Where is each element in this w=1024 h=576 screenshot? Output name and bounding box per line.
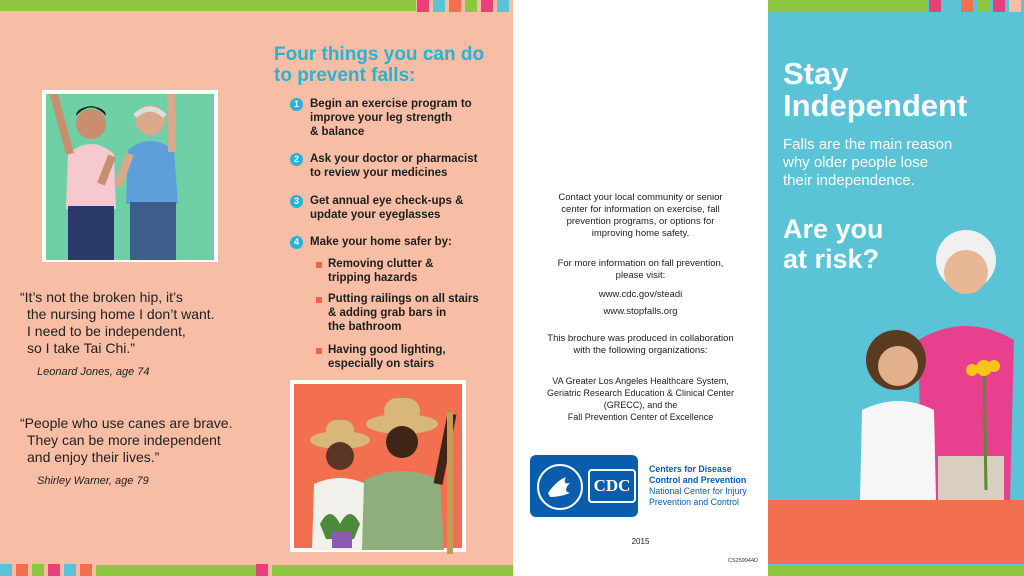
title-line: Stay <box>783 56 849 91</box>
middle-panel-tips <box>256 0 513 576</box>
cover-panel <box>768 0 1024 576</box>
tip-line: Get annual eye check-ups & <box>310 195 464 207</box>
contact-line: improving home safety. <box>591 228 690 239</box>
hhs-eagle-icon <box>536 463 584 511</box>
info-line: please visit: <box>615 270 666 281</box>
tip-number-badge: 1 <box>290 98 303 111</box>
hhs-cdc-logo <box>530 455 638 517</box>
quote-leonard <box>20 289 250 357</box>
top-color-square <box>449 0 461 12</box>
tip-line: update your eyeglasses <box>310 209 441 221</box>
bullet-square <box>316 262 322 268</box>
bottom-color-square <box>0 564 12 576</box>
cdc-center-line: Prevention and Control <box>649 496 739 507</box>
top-color-square <box>961 0 973 12</box>
top-color-square <box>929 0 941 12</box>
top-green-stripe <box>0 0 256 11</box>
heading-line: to prevent falls: <box>274 65 416 86</box>
bottom-color-square <box>64 564 76 576</box>
title-line: Independent <box>783 88 968 123</box>
cdc-center-line: National Center for Injury <box>649 486 747 496</box>
quote-line: “People who use canes are brave. <box>20 415 233 431</box>
heading-line: Four things you can do <box>274 44 485 65</box>
quote-line: They can be more independent <box>27 432 221 448</box>
tip-line: Make your home safer by: <box>310 236 452 248</box>
tip-4 <box>310 235 510 249</box>
tip-number-badge: 4 <box>290 236 303 249</box>
quote-line: so I take Tai Chi.” <box>27 340 135 356</box>
tip-3 <box>310 194 510 222</box>
top-color-square <box>993 0 1005 12</box>
quote-line: and enjoy their lives.” <box>27 449 160 465</box>
question-line: Are you <box>783 214 884 244</box>
cover-orange-band <box>768 500 1024 564</box>
top-color-square <box>465 0 477 12</box>
cover-title <box>783 58 967 122</box>
bullet-square <box>316 348 322 354</box>
cdc-name-line: Centers for Disease <box>649 464 732 474</box>
quote-line: the nursing home I don’t want. <box>27 306 215 322</box>
contact-line: Contact your local community or senior <box>558 192 723 203</box>
grandmother-girl-photo <box>840 220 1024 500</box>
cdc-logo-box: CDC <box>588 469 636 503</box>
top-color-square <box>1009 0 1021 12</box>
bottom-color-square <box>16 564 28 576</box>
question-line: at risk? <box>783 244 880 274</box>
subtip-2 <box>328 292 511 334</box>
tip-number-badge: 3 <box>290 195 303 208</box>
top-color-square <box>945 0 957 12</box>
stopfalls-link[interactable]: www.stopfalls.org <box>603 306 678 317</box>
subtip-line: & adding grab bars in <box>328 307 447 319</box>
quote-line: “It’s not the broken hip, it’s <box>20 289 183 305</box>
subtitle-line: why older people lose <box>783 154 929 171</box>
gardening-couple-photo <box>294 384 494 554</box>
more-info <box>513 258 768 282</box>
subtitle-line: their independence. <box>783 172 915 189</box>
cdc-agency-name <box>649 464 746 485</box>
top-green-stripe <box>256 0 416 11</box>
tip-line: Begin an exercise program to <box>310 98 472 110</box>
publication-code: CS259944D <box>728 558 758 564</box>
org-line: Fall Prevention Center of Excellence <box>567 412 714 422</box>
cover-subtitle <box>783 136 1018 190</box>
contact-line: center for information on exercise, fall <box>561 204 720 215</box>
subtip-line: Removing clutter & <box>328 258 434 270</box>
quote-shirley <box>20 415 256 466</box>
left-panel-quotes <box>0 0 256 576</box>
contact-info <box>513 192 768 240</box>
org-line: VA Greater Los Angeles Healthcare System, <box>552 376 729 386</box>
bottom-green-stripe <box>96 565 256 576</box>
tip-number-badge: 2 <box>290 153 303 166</box>
subtip-line: Putting railings on all stairs <box>328 293 479 305</box>
top-color-square <box>417 0 429 12</box>
cdc-center-name <box>649 486 747 507</box>
top-color-square <box>977 0 989 12</box>
tip-line: & balance <box>310 126 365 138</box>
quote-attribution-shirley: Shirley Warner, age 79 <box>37 475 149 487</box>
tips-heading <box>274 44 509 86</box>
collaboration-note <box>513 333 768 357</box>
subtip-line: especially on stairs <box>328 358 435 370</box>
tip-line: improve your leg strength <box>310 112 452 124</box>
subtitle-line: Falls are the main reason <box>783 136 953 153</box>
quote-line: I need to be independent, <box>27 323 186 339</box>
tip-2 <box>310 152 510 180</box>
top-green-stripe <box>768 0 928 11</box>
top-color-square <box>497 0 509 12</box>
contact-line: prevention programs, or options for <box>566 216 715 227</box>
org-line: (GRECC), and the <box>603 400 678 410</box>
subtip-line: Having good lighting, <box>328 344 446 356</box>
info-line: For more information on fall prevention, <box>557 258 724 269</box>
center-panel-contact <box>513 0 768 576</box>
top-color-square <box>433 0 445 12</box>
collab-line: with the following organizations: <box>573 345 708 356</box>
subtip-3 <box>328 343 508 371</box>
bottom-color-square <box>256 564 268 576</box>
subtip-line: tripping hazards <box>328 272 418 284</box>
steadi-link[interactable]: www.cdc.gov/steadi <box>598 289 683 300</box>
tip-line: to review your medicines <box>310 167 448 179</box>
bullet-square <box>316 297 322 303</box>
bottom-color-square <box>32 564 44 576</box>
collab-line: This brochure was produced in collaboration <box>547 333 734 344</box>
bottom-green-stripe <box>768 565 1024 576</box>
subtip-1 <box>328 257 508 285</box>
top-color-square <box>481 0 493 12</box>
publication-year: 2015 <box>631 537 650 546</box>
bottom-color-square <box>80 564 92 576</box>
subtip-line: the bathroom <box>328 321 402 333</box>
tip-line: Ask your doctor or pharmacist <box>310 153 478 165</box>
cdc-name-line: Control and Prevention <box>649 474 747 485</box>
bottom-color-square <box>48 564 60 576</box>
stretching-seniors-photo <box>46 94 214 260</box>
organizations-list <box>513 375 768 423</box>
tip-1 <box>310 97 510 139</box>
bottom-green-stripe <box>272 565 513 576</box>
quote-attribution-leonard: Leonard Jones, age 74 <box>37 366 150 378</box>
org-line: Geriatric Research Education & Clinical Center <box>546 388 735 398</box>
